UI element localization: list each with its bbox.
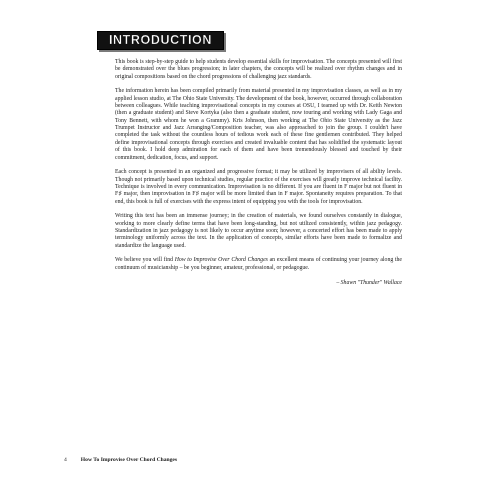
book-title-italic: How to Improvise Over Chord Changes [174,257,268,264]
paragraph-3: Each concept is presented in an organized and progressive format; it may be utilized by improvisers of all ability levels. Though not primarily based upon technical studies, regular practice of the exercises will greatly improve technical facility. Technique is involved in every communication. Improvisation is no different. If you are fluent in F major but not fluent in F♯ major, then improvisation in F♯ major will be more limited than in F major. Spontaneity requires preparation. To that end, this book is full of exercises with the express intent of equipping you with the tools for improvisation. [115,169,402,205]
paragraph-5-rest: an excellent means of continuing your journey along the continuum of musicianship – be you beginner, amateur, professional, or pedagogue. [115,257,402,271]
title-banner [97,31,224,50]
paragraph-5-lead: We believe you will find [115,257,175,264]
page-number: 4 [64,457,67,463]
paragraph-1: This book is step-by-step guide to help students develop essential skills for improvisation. The concepts presented will first be demonstrated over the blues progression; in later chapters, the concepts will be realized over rhythm changes and in original compositions based on the chord progressions of challenging jazz standards. [115,59,402,80]
page-footer [64,457,177,464]
author-signature: – Shawn "Thunder" Wallace [336,280,402,287]
running-title: How To Improvise Over Chord Changes [80,457,178,463]
introduction-body [115,59,402,287]
page-title: INTRODUCTION [108,33,213,47]
paragraph-2: The information herein has been compiled primarily from material presented in my improvisation classes, as well as in my applied lesson studio, at The Ohio State University. The development of the book, however, occurred through collaboration between colleagues. While teaching improvisational concepts in my courses at OSU, I teamed up with Dr. Keith Newton (then a graduate student) and Steve Kortyka (also then a graduate student, now touring and working with Lady Gaga and Tony Bennett, with whom he won a Grammy). Kris Johnson, then working at The Ohio State University as the Jazz Trumpet Instructor and Jazz Arranging/Composition teacher, was also approached to join the group. I couldn't have completed the task without the countless hours of tedious work each of these fine gentlemen contributed. They helped define improvisational concepts through exercises and created invaluable content that has solidified the systematic layout of this book. I hold deep admiration for each of them and have been tremendously blessed and touched by their commitment, dedication, focus, and support. [115,88,402,161]
paragraph-5 [115,257,402,272]
paragraph-4: Writing this text has been an immense journey; in the creation of materials, we found ourselves constantly in dialogue, working to more clearly define terms that have been long-standing, but not utilized consistently, within jazz pedagogy. Standardization in jazz pedagogy is not likely to occur anytime soon; however, a concerted effort has been made to apply terminology uniformly across the text. In the application of concepts, similar efforts have been made to formalize and standardize the language used. [115,213,402,249]
